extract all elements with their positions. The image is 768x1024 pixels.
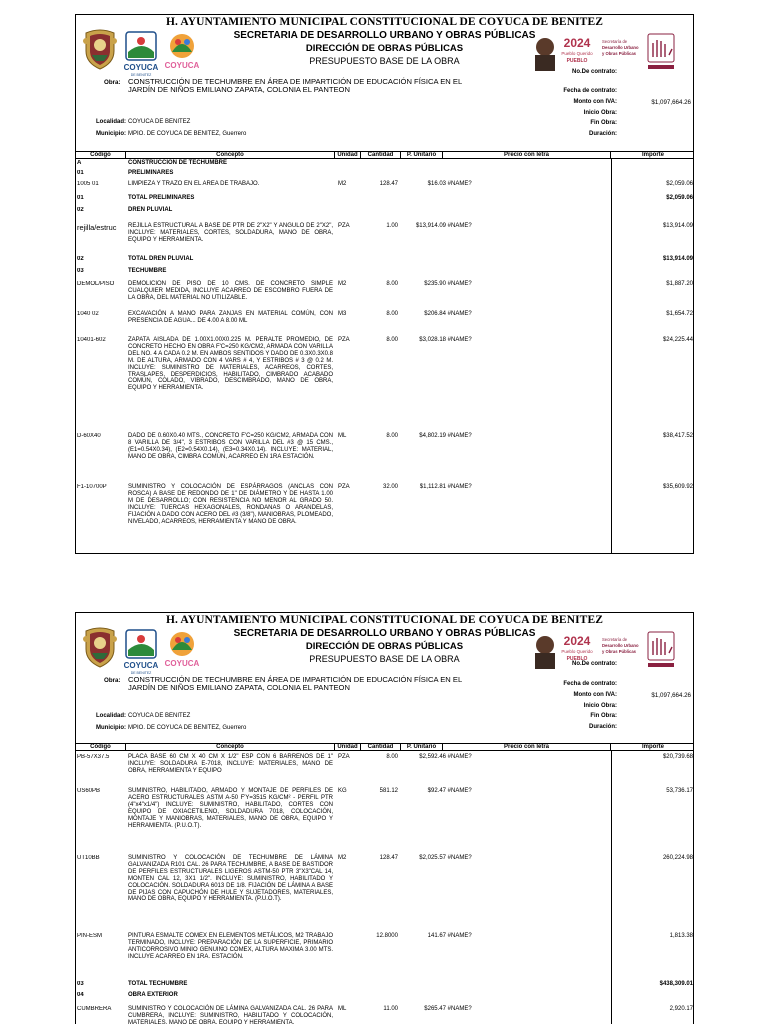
localidad-label: Localidad: xyxy=(95,119,126,125)
municipio-value: MPIO. DE COYUCA DE BENITEZ, Guerrero xyxy=(128,131,247,137)
row-concepto: REJILLA ESTRUCTURAL A BASE DE PTR DE 2"X2" Y ANGULO DE 2"X2", INCLUYE: MATERIALES, CORTES, SOLDADURA, MANO DE OBRA, EQUIPO Y HERRAMIENTA. xyxy=(128,223,333,243)
row-cantidad: 128.47 xyxy=(379,181,398,187)
row-pu-value: $13,914.09 xyxy=(415,223,446,229)
row-concepto: SUMINISTRO Y COLOCACIÓN DE ESPÁRRAGOS (ANCLAS CON ROSCA) A BASE DE REDONDO DE 1" DE DIÁMETRO Y DE HASTA 1.00 M DE DESARROLLO; CON RESISTENCIA NO MENOR AL GRADO 50. INCLUYE: TUERCAS HEXAGONALES, RONDANAS O ARANDELAS, FIJACIÓN A DADO CON ACERO DEL #3 (3/8"), MANIOBRAS, PLOMEADO, NIVELADO, ACARREOS, HERRAMIENTA Y MANO DE OBRA. xyxy=(128,484,333,525)
row-code: 1005 01 xyxy=(77,181,99,187)
obra-label: Obra: xyxy=(104,677,121,684)
row-concepto: TOTAL PRELIMINARES xyxy=(128,195,195,201)
row-code: F1-10700P xyxy=(77,484,107,490)
coyuca-brand-text: COYUCA xyxy=(164,659,200,668)
col-unidad: Unidad xyxy=(335,744,361,751)
row-cantidad: 11.00 xyxy=(383,1006,398,1012)
row-code: D-60X40 xyxy=(77,433,101,439)
row-pu-value: $2,592.46 xyxy=(419,754,446,760)
row-code: UT10BB xyxy=(77,855,100,861)
row-precio-unitario xyxy=(401,484,486,490)
row-precio-unitario xyxy=(401,170,486,176)
fecha-contrato-label: Fecha de contrato: xyxy=(563,681,617,687)
localidad-label: Localidad: xyxy=(95,713,126,719)
row-concepto: TOTAL DREN PLUVIAL xyxy=(128,256,194,262)
row-importe: $20,739.68 xyxy=(662,754,693,760)
row-cantidad: 32.00 xyxy=(382,484,398,490)
row-pu-value: $92.47 xyxy=(427,788,446,794)
municipio-label: Municipio: xyxy=(96,725,126,731)
row-importe: $2,059.06 xyxy=(666,195,693,201)
row-code: 10401-602 xyxy=(77,337,106,343)
row-importe: $13,914.09 xyxy=(662,256,693,262)
col-precio-unitario: P. Unitario xyxy=(401,744,443,751)
row-cantidad: 8.00 xyxy=(386,311,398,317)
row-pu-value: 141.67 xyxy=(427,933,446,939)
obra-value: CONSTRUCCIÓN DE TECHUMBRE EN ÁREA DE IMPARTICIÓN DE EDUCACIÓN FÍSICA EN EL JARDÍN DE NIÑOS EMILIANO ZAPATA, COLONIA EL PANTEON xyxy=(128,675,462,693)
pueblo-text: PUEBLO xyxy=(566,656,588,662)
col-codigo: Código xyxy=(76,152,126,159)
benitez-logo-text: DE BENITEZ xyxy=(130,671,152,675)
row-price-letter: #NAME? xyxy=(446,788,472,794)
sheet-header xyxy=(76,15,693,153)
row-concepto: SUMINISTRO, HABILITADO, ARMADO Y MONTAJE DE PERFILES DE ACERO ESTRUCTURALES ASTM A-50 F'Y=3515 KG/CM² - PERFIL PTR (4"x4"x1/4") INCLUYE: SUMINISTRO, HABILITADO, CORTES CON EQUIPO DE OXIACETILENO, SOLDADURA 7018, COLOCACIÓN, MONTAJE Y MANIOBRAS, MATERIALES, MANO DE OBRA, EQUIPO Y HERRAMIENTA. (P.U.O.T). xyxy=(128,788,333,829)
sedum-line-3: y Obras Públicas xyxy=(602,51,636,56)
coat-of-arms-logo xyxy=(82,625,118,669)
col-precio-letra: Precio con letra xyxy=(443,152,611,159)
coyuca-brand-text: COYUCA xyxy=(164,61,200,70)
monto-label: Monto con IVA: xyxy=(573,99,617,105)
row-cantidad: 128.47 xyxy=(379,855,398,861)
row-importe: $1,654.72 xyxy=(666,311,693,317)
row-code: CUMBRERA xyxy=(77,1006,112,1012)
row-price-letter: #NAME? xyxy=(446,311,472,317)
row-importe: 1,813.38 xyxy=(669,933,693,939)
monto-value: $1,097,664.26 xyxy=(651,99,691,106)
localidad-value: COYUCA DE BENITEZ xyxy=(128,119,191,125)
row-unidad: M3 xyxy=(338,311,347,317)
row-precio-unitario xyxy=(401,256,486,262)
row-precio-unitario xyxy=(401,992,486,998)
row-unidad: PZA xyxy=(338,484,350,490)
row-code: US60PB xyxy=(77,788,101,794)
sedum-line-3: y Obras Públicas xyxy=(602,649,636,654)
row-price-letter: #NAME? xyxy=(446,281,472,287)
year-2024-text: 2024 xyxy=(563,36,591,50)
row-code: 1040 02 xyxy=(77,311,99,317)
row-code: 01 xyxy=(77,195,84,201)
row-concepto: OBRA EXTERIOR xyxy=(128,992,178,998)
row-concepto: DADO DE 0.60X0.40 MTS., CONCRETO F'C=250 KG/CM2, ARMADA CON 8 VARILLA DE 3/4", 3 ESTRIBOS CON VARILLA DEL #3 @ 15 CMS., (E1=0.54X0.34), (E2=0.54X0.14), (E3=0.34X0.14). INCLUYE: MATERIAL, MANO DE OBRA, CIMBRA COMÚN, ACARREO EN 1RA ESTACIÓN. xyxy=(128,433,333,460)
row-code: rejilla/estruc xyxy=(77,223,117,232)
row-importe: $35,609.92 xyxy=(662,484,693,490)
row-importe: $24,225.44 xyxy=(662,337,693,343)
row-code: DEMOL/PISO xyxy=(77,281,115,287)
row-price-letter: #NAME? xyxy=(446,223,472,229)
coat-of-arms-logo xyxy=(82,27,118,71)
row-unidad: PZA xyxy=(338,337,350,343)
row-price-letter: #NAME? xyxy=(446,484,472,490)
row-precio-unitario xyxy=(401,855,486,861)
row-cantidad: 581.12 xyxy=(379,788,398,794)
row-precio-unitario xyxy=(401,160,486,166)
monto-value: $1,097,664.26 xyxy=(651,692,691,699)
row-concepto: TECHUMBRE xyxy=(128,268,167,274)
coyuca-logo-text: COYUCA xyxy=(123,63,159,72)
row-precio-unitario xyxy=(401,433,486,439)
row-concepto: PRELIMINARES xyxy=(128,170,174,176)
no-contrato-label: No.De contrato: xyxy=(572,661,617,667)
row-precio-unitario xyxy=(401,311,486,317)
row-importe: $13,914.09 xyxy=(662,223,693,229)
row-price-letter: #NAME? xyxy=(446,433,472,439)
row-pu-value: $235.90 xyxy=(424,281,446,287)
row-pu-value: $206.84 xyxy=(424,311,446,317)
inicio-obra-label: Inicio Obra: xyxy=(583,703,617,709)
row-pu-value: $16.03 xyxy=(427,181,446,187)
row-code: 04 xyxy=(77,992,84,998)
row-precio-unitario xyxy=(401,195,486,201)
table-header xyxy=(76,151,693,159)
presupuesto-title: PRESUPUESTO BASE DE LA OBRA xyxy=(309,654,460,664)
row-code: 03 xyxy=(77,268,84,274)
row-concepto: PLACA BASE 60 CM X 40 CM X 1/2" ESP CON 6 BARRENOS DE 1" INCLUYE: SOLDADURA E-7018, INCLUYE: MATERIALES, MANO DE OBRA, HERRAMIENTA Y EQUIPO xyxy=(128,754,333,774)
row-concepto: ZAPATA AISLADA DE 1.00X1.00X0.225 M. PERALTE PROMEDIO, DE CONCRETO HECHO EN OBRA F'C=250 KG/CM2, ARMADA CON VARILLA DEL NO. 4 A CADA 0.2 M. EN AMBOS SENTIDOS Y DADO DE 0.3X0.3X0.8 M. DE ALTURA, ARMADO CON 4 VARS # 4, Y ESTRIBOS # 3 @ 0.2 M. INCLUYE: SUMINISTRO DE MATERIALES, ACARREOS, CORTES, TRASLAPES, DESPERDICIOS, HABILITADO, CIMBRADO ACABADO COMÚN, COLADO, VIBRADO, DESCIMBRADO, MANO DE OBRA, EQUIPO Y HERRAMIENTA. xyxy=(128,337,333,392)
row-precio-unitario xyxy=(401,1006,486,1012)
row-cantidad: 12.8000 xyxy=(376,933,398,939)
row-price-letter: #NAME? xyxy=(446,933,472,939)
budget-sheet-page-1 xyxy=(75,14,694,554)
row-concepto: SUMINISTRO Y COLOCACIÓN DE TECHUMBRE DE LÁMINA GALVANIZADA R101 CAL. 26 PARA TECHUMBRE, A BASE DE BASTIDOR DE PERFILES ESTRUCTURALES LIGEROS ASTM-50 PTR 3"X3"CAL 14, MONTEN CAL 12, 3X1 1/2". INCLUYE: SUMINISTRO, HABILITADO Y COLOCACIÓN. SOLDADURA 6013 DE 1/8. FIJACIÓN DE LÁMINA A BASE DE PIJAS CON CAPUCHÓN DE HULE Y SUJETADORES, MATERIALES, MANO DE OBRA, EQUIPO Y HERRAMIENTA. (P.U.O.T). xyxy=(128,855,333,903)
direccion-title: DIRECCIÓN DE OBRAS PÚBLICAS xyxy=(305,43,464,54)
row-unidad: M2 xyxy=(338,855,347,861)
col-cantidad: Cantidad xyxy=(361,152,401,159)
row-code: PB-57X37.5 xyxy=(77,754,110,760)
row-precio-unitario xyxy=(401,181,486,187)
row-pu-value: $4,802.19 xyxy=(419,433,446,439)
row-concepto: CONSTRUCCIÓN DE TECHUMBRE xyxy=(128,160,227,166)
row-precio-unitario xyxy=(401,281,486,287)
obra-value: CONSTRUCCIÓN DE TECHUMBRE EN ÁREA DE IMPARTICIÓN DE EDUCACIÓN FÍSICA EN EL JARDÍN DE NIÑOS EMILIANO ZAPATA, COLONIA EL PANTEON xyxy=(128,77,462,95)
benitez-logo-text: DE BENITEZ xyxy=(130,73,152,77)
pueblo-text: PUEBLO xyxy=(566,58,588,64)
row-cantidad: 1.00 xyxy=(386,223,398,229)
presupuesto-title: PRESUPUESTO BASE DE LA OBRA xyxy=(309,56,460,66)
obra-label: Obra: xyxy=(104,79,121,86)
no-contrato-label: No.De contrato: xyxy=(572,69,617,75)
col-importe: Importe xyxy=(641,744,664,750)
sheet-header xyxy=(76,613,693,751)
duracion-label: Duración: xyxy=(588,131,617,137)
row-precio-unitario xyxy=(401,788,486,794)
row-concepto: EXCAVACIÓN A MANO PARA ZANJAS EN MATERIAL COMÚN, CON PRESENCIA DE AGUA... DE 4.00 A 8.00 ML xyxy=(128,311,333,324)
row-concepto: PINTURA ESMALTE COMEX EN ELEMENTOS METÁLICOS, M2 TRABAJO TERMINADO, INCLUYE: PREPARACIÓN DE LA SUPERFICIE, PRIMARIO ANTICORROSIVO MINIO GENUINO COMEX, ALTURA MAXIMA 3.00 MTS. INCLUYE ACARREO EN 1RA. ESTACIÓN. xyxy=(128,933,333,960)
row-precio-unitario xyxy=(401,981,486,987)
municipality-title: H. AYUNTAMIENTO MUNICIPAL CONSTITUCIONAL DE COYUCA DE BENITEZ xyxy=(165,614,603,626)
pueblo-querido-text: Pueblo Querido xyxy=(561,649,593,654)
row-importe: $1,887.20 xyxy=(666,281,693,287)
secretaria-title: SECRETARIA DE DESARROLLO URBANO Y OBRAS PÚBLICAS xyxy=(233,628,536,639)
row-unidad: M2 xyxy=(338,281,347,287)
col-codigo: Código xyxy=(76,744,126,751)
fin-obra-label: Fin Obra: xyxy=(590,120,617,126)
localidad-value: COYUCA DE BENITEZ xyxy=(128,713,191,719)
row-code: 03 xyxy=(77,981,84,987)
coyuca-logo xyxy=(122,30,162,78)
row-importe: 53,736.17 xyxy=(666,788,693,794)
row-cantidad: 8.00 xyxy=(386,281,398,287)
row-code: 01 xyxy=(77,170,84,176)
col-precio-letra: Precio con letra xyxy=(443,744,611,751)
sedum-line-1: Secretaría de xyxy=(602,39,628,44)
row-importe: $438,309.01 xyxy=(659,981,693,987)
row-precio-unitario xyxy=(401,754,486,760)
col-concepto: Concepto xyxy=(126,744,335,751)
row-precio-unitario xyxy=(401,223,486,229)
coyuca-logo xyxy=(122,628,162,676)
duracion-label: Duración: xyxy=(588,724,617,730)
row-concepto: SUMINISTRO Y COLOCACIÓN DE LÁMINA GALVANIZADA CAL. 26 PARA CUMBRERA, INCLUYE: SUMINISTRO, HABILITADO Y COLOCACIÓN, MATERIALES, MANO DE OBRA, EQUIPO Y HERRAMIENTA. xyxy=(128,1006,333,1024)
row-concepto: DREN PLUVIAL xyxy=(128,207,173,213)
row-unidad: PZA xyxy=(338,223,350,229)
secretaria-title: SECRETARIA DE DESARROLLO URBANO Y OBRAS PÚBLICAS xyxy=(233,30,536,41)
row-unidad: ML xyxy=(338,433,347,439)
row-unidad: KG xyxy=(338,788,347,794)
monto-label: Monto con IVA: xyxy=(573,692,617,698)
row-concepto: LIMPIEZA Y TRAZO EN EL AREA DE TRABAJO. xyxy=(128,181,260,187)
row-unidad: M2 xyxy=(338,181,347,187)
row-unidad: PZA xyxy=(338,754,350,760)
president-2024-logo xyxy=(531,31,597,73)
row-price-letter: #NAME? xyxy=(446,1006,472,1012)
row-price-letter: #NAME? xyxy=(446,855,472,861)
col-concepto: Concepto xyxy=(126,152,335,159)
row-importe: 2,920.17 xyxy=(669,1006,693,1012)
municipality-title: H. AYUNTAMIENTO MUNICIPAL CONSTITUCIONAL DE COYUCA DE BENITEZ xyxy=(165,16,603,28)
row-code: 02 xyxy=(77,256,84,262)
row-code: A xyxy=(77,160,82,166)
row-concepto: DEMOLICION DE PISO DE 10 CMS. DE CONCRETO SIMPLE CUALQUIER MEDIDA, INCLUYE ACARREO DE ESCOMBRO FUERA DE LA OBRA, DEL MATERIAL NO UTILIZABLE. xyxy=(128,281,333,301)
row-pu-value: $3,028.18 xyxy=(419,337,446,343)
row-price-letter: #NAME? xyxy=(446,337,472,343)
row-pu-value: $2,025.57 xyxy=(419,855,446,861)
coyuca-brand-logo xyxy=(164,628,204,676)
col-precio-unitario: P. Unitario xyxy=(401,152,443,159)
year-2024-text: 2024 xyxy=(563,634,591,648)
row-importe: 260,224.98 xyxy=(662,855,693,861)
row-importe: $38,417.52 xyxy=(662,433,693,439)
row-code: 02 xyxy=(77,207,84,213)
coyuca-logo-text: COYUCA xyxy=(123,661,159,670)
row-code: PIN-ESM xyxy=(77,933,103,939)
row-cantidad: 8.00 xyxy=(386,337,398,343)
row-pu-value: $265.47 xyxy=(424,1006,446,1012)
col-unidad: Unidad xyxy=(335,152,361,159)
table-header xyxy=(76,743,693,751)
column-divider xyxy=(611,159,612,553)
budget-sheet-page-2 xyxy=(75,612,694,1024)
municipio-label: Municipio: xyxy=(96,131,126,137)
row-precio-unitario xyxy=(401,337,486,343)
sedum-line-2: Desarrollo Urbano xyxy=(602,643,639,648)
row-importe: $2,059.06 xyxy=(666,181,693,187)
col-cantidad: Cantidad xyxy=(361,744,401,751)
row-unidad: ML xyxy=(338,1006,347,1012)
fecha-contrato-label: Fecha de contrato: xyxy=(563,88,617,94)
direccion-title: DIRECCIÓN DE OBRAS PÚBLICAS xyxy=(305,641,464,652)
municipio-value: MPIO. DE COYUCA DE BENITEZ, Guerrero xyxy=(128,725,247,731)
sedum-line-2: Desarrollo Urbano xyxy=(602,45,639,50)
row-precio-unitario xyxy=(401,933,486,939)
pueblo-querido-text: Pueblo Querido xyxy=(561,51,593,56)
coyuca-brand-logo xyxy=(164,30,204,78)
inicio-obra-label: Inicio Obra: xyxy=(583,110,617,116)
row-cantidad: 8.00 xyxy=(386,433,398,439)
sedum-line-1: Secretaría de xyxy=(602,637,628,642)
row-pu-value: $1,112.81 xyxy=(419,484,446,490)
col-importe: Importe xyxy=(641,152,664,158)
row-price-letter: #NAME? xyxy=(446,754,472,760)
row-precio-unitario xyxy=(401,207,486,213)
row-precio-unitario xyxy=(401,268,486,274)
fin-obra-label: Fin Obra: xyxy=(590,713,617,719)
row-cantidad: 8.00 xyxy=(386,754,398,760)
row-concepto: TOTAL TECHUMBRE xyxy=(128,981,188,987)
row-price-letter: #NAME? xyxy=(446,181,472,187)
